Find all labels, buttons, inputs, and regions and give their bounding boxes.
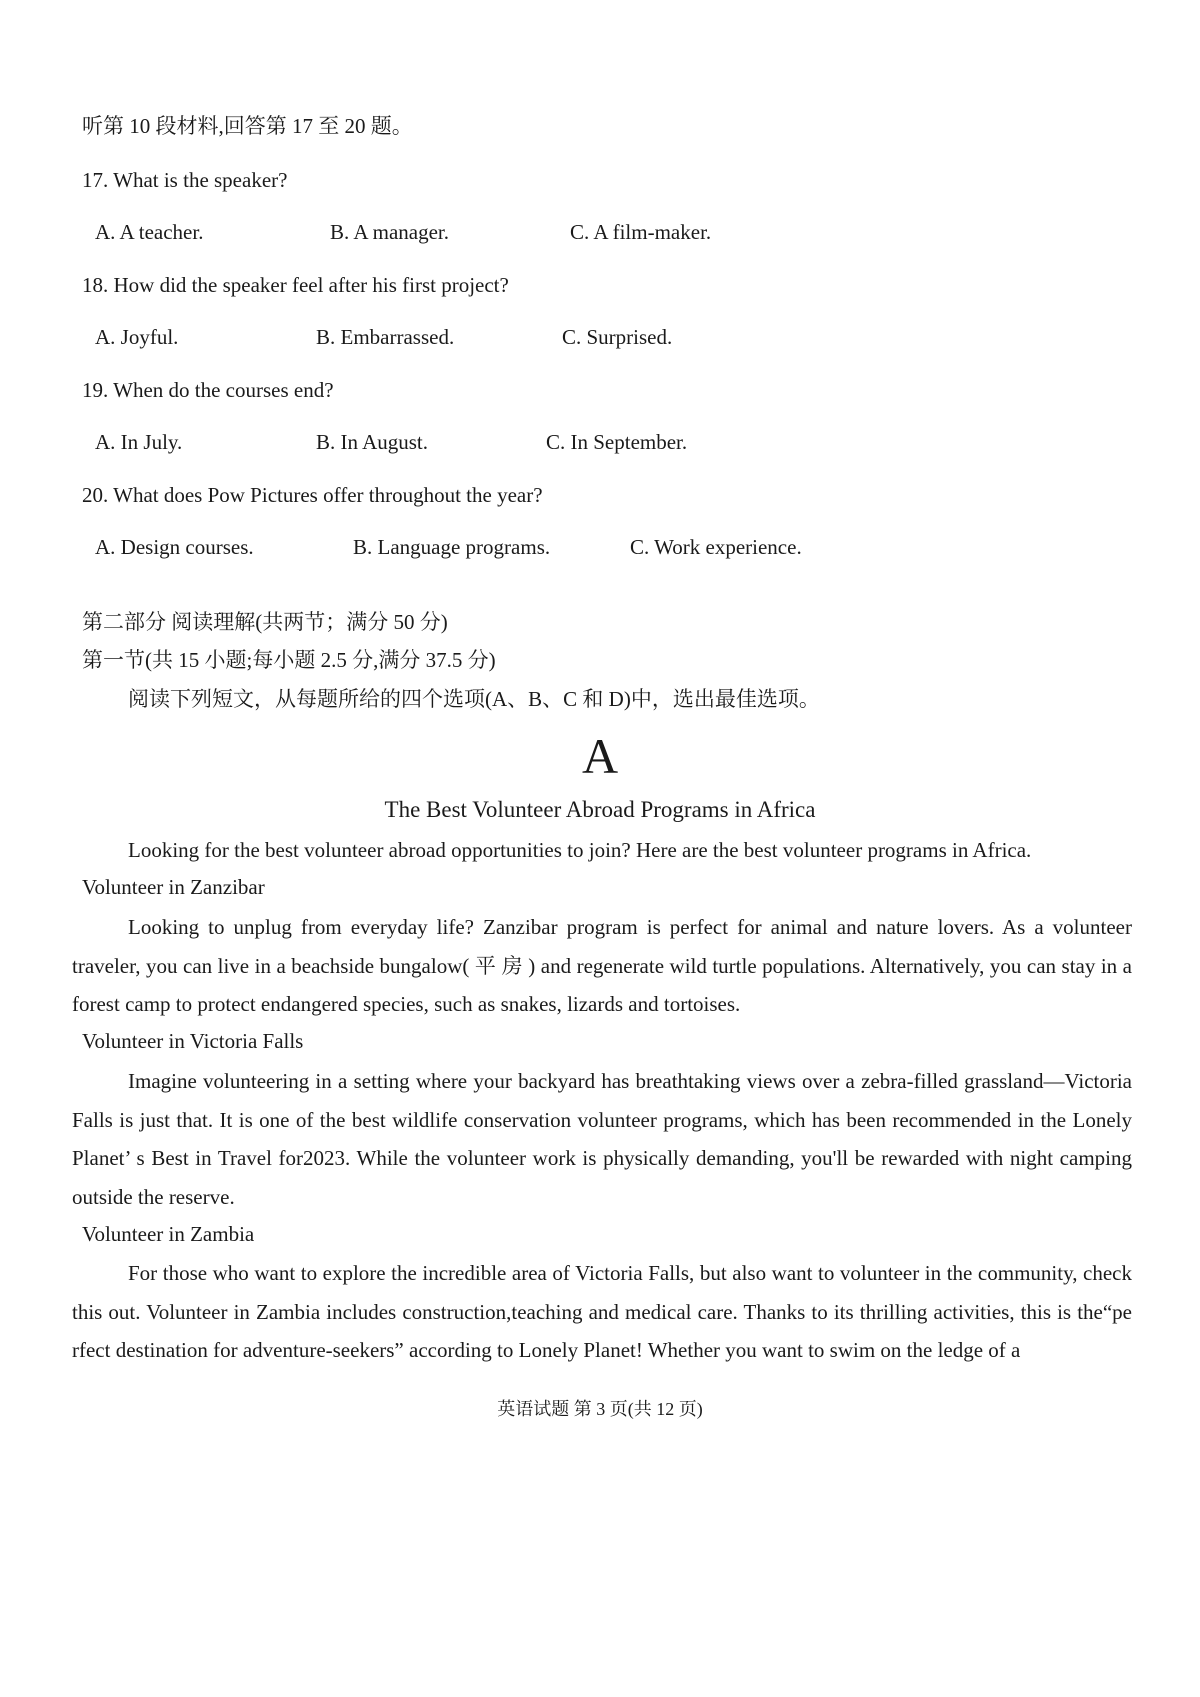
option-19-a: A. In July. [95,430,183,454]
section-text-zanzibar: Looking to unplug from everyday life? Zanzibar program is perfect for animal and nature lovers. As a volunteer traveler, you can live in a beachside bungalow( 平 房 ) and regenerate wild turtle populations. Alternatively, you can stay in a forest camp to protect endangered species, such as snakes, lizards and tortoises. [72,915,1132,1016]
section-heading-zambia: Volunteer in Zambia [82,1222,255,1246]
option-20-b: B. Language programs. [353,535,551,559]
question-stem-20: 20. What does Pow Pictures offer throughout the year? [82,483,543,507]
option-17-b: B. A manager. [330,220,449,244]
option-17-a: A. A teacher. [95,220,204,244]
question-stem-19: 19. When do the courses end? [82,378,334,402]
option-18-c: C. Surprised. [562,325,673,349]
section-text-victoria-falls: Imagine volunteering in a setting where your backyard has breathtaking views over a zebra-filled grassland—Victoria Falls is just that. It is one of the best wildlife conservation volunteer programs, which has been recommended in the Lonely Planet’ s Best in Travel for2023. While the volunteer work is physically demanding, you'll be rewarded with night camping outside the reserve. [72,1069,1132,1209]
option-17-c: C. A film-maker. [570,220,712,244]
section-intro: 听第 10 段材料,回答第 17 至 20 题。 [82,114,413,138]
section-heading-victoria-falls: Volunteer in Victoria Falls [82,1029,304,1053]
option-19-b: B. In August. [316,430,429,454]
option-18-a: A. Joyful. [95,325,179,349]
passage-letter: A [581,728,619,784]
section-text-zambia: For those who want to explore the incredible area of Victoria Falls, but also want to volunteer in the community, check this out. Volunteer in Zambia includes construction,teaching and medical care. Thanks to its thrilling activities, this is the“pe rfect destination for adventure-seekers” according to Lonely Planet! Whether you want to swim on the ledge of a [72,1261,1132,1362]
question-stem-18: 18. How did the speaker feel after his first project? [82,273,509,297]
page-footer: 英语试题 第 3 页(共 12 页) [497,1399,703,1419]
part2-heading: 第二部分 阅读理解(共两节；满分 50 分) [82,610,448,634]
option-18-b: B. Embarrassed. [316,325,455,349]
question-stem-17: 17. What is the speaker? [82,168,288,192]
option-20-a: A. Design courses. [95,535,254,559]
option-19-c: C. In September. [546,430,688,454]
passage-title: The Best Volunteer Abroad Programs in Africa [384,797,816,822]
part2-section1: 第一节(共 15 小题;每小题 2.5 分,满分 37.5 分) [82,648,496,672]
part2-instruction: 阅读下列短文，从每题所给的四个选项(A、B、C 和 D)中，选出最佳选项。 [128,687,820,711]
section-heading-zanzibar: Volunteer in Zanzibar [82,875,265,899]
option-20-c: C. Work experience. [630,535,802,559]
passage-intro: Looking for the best volunteer abroad opportunities to join? Here are the best volunteer programs in Africa. [128,838,1032,862]
